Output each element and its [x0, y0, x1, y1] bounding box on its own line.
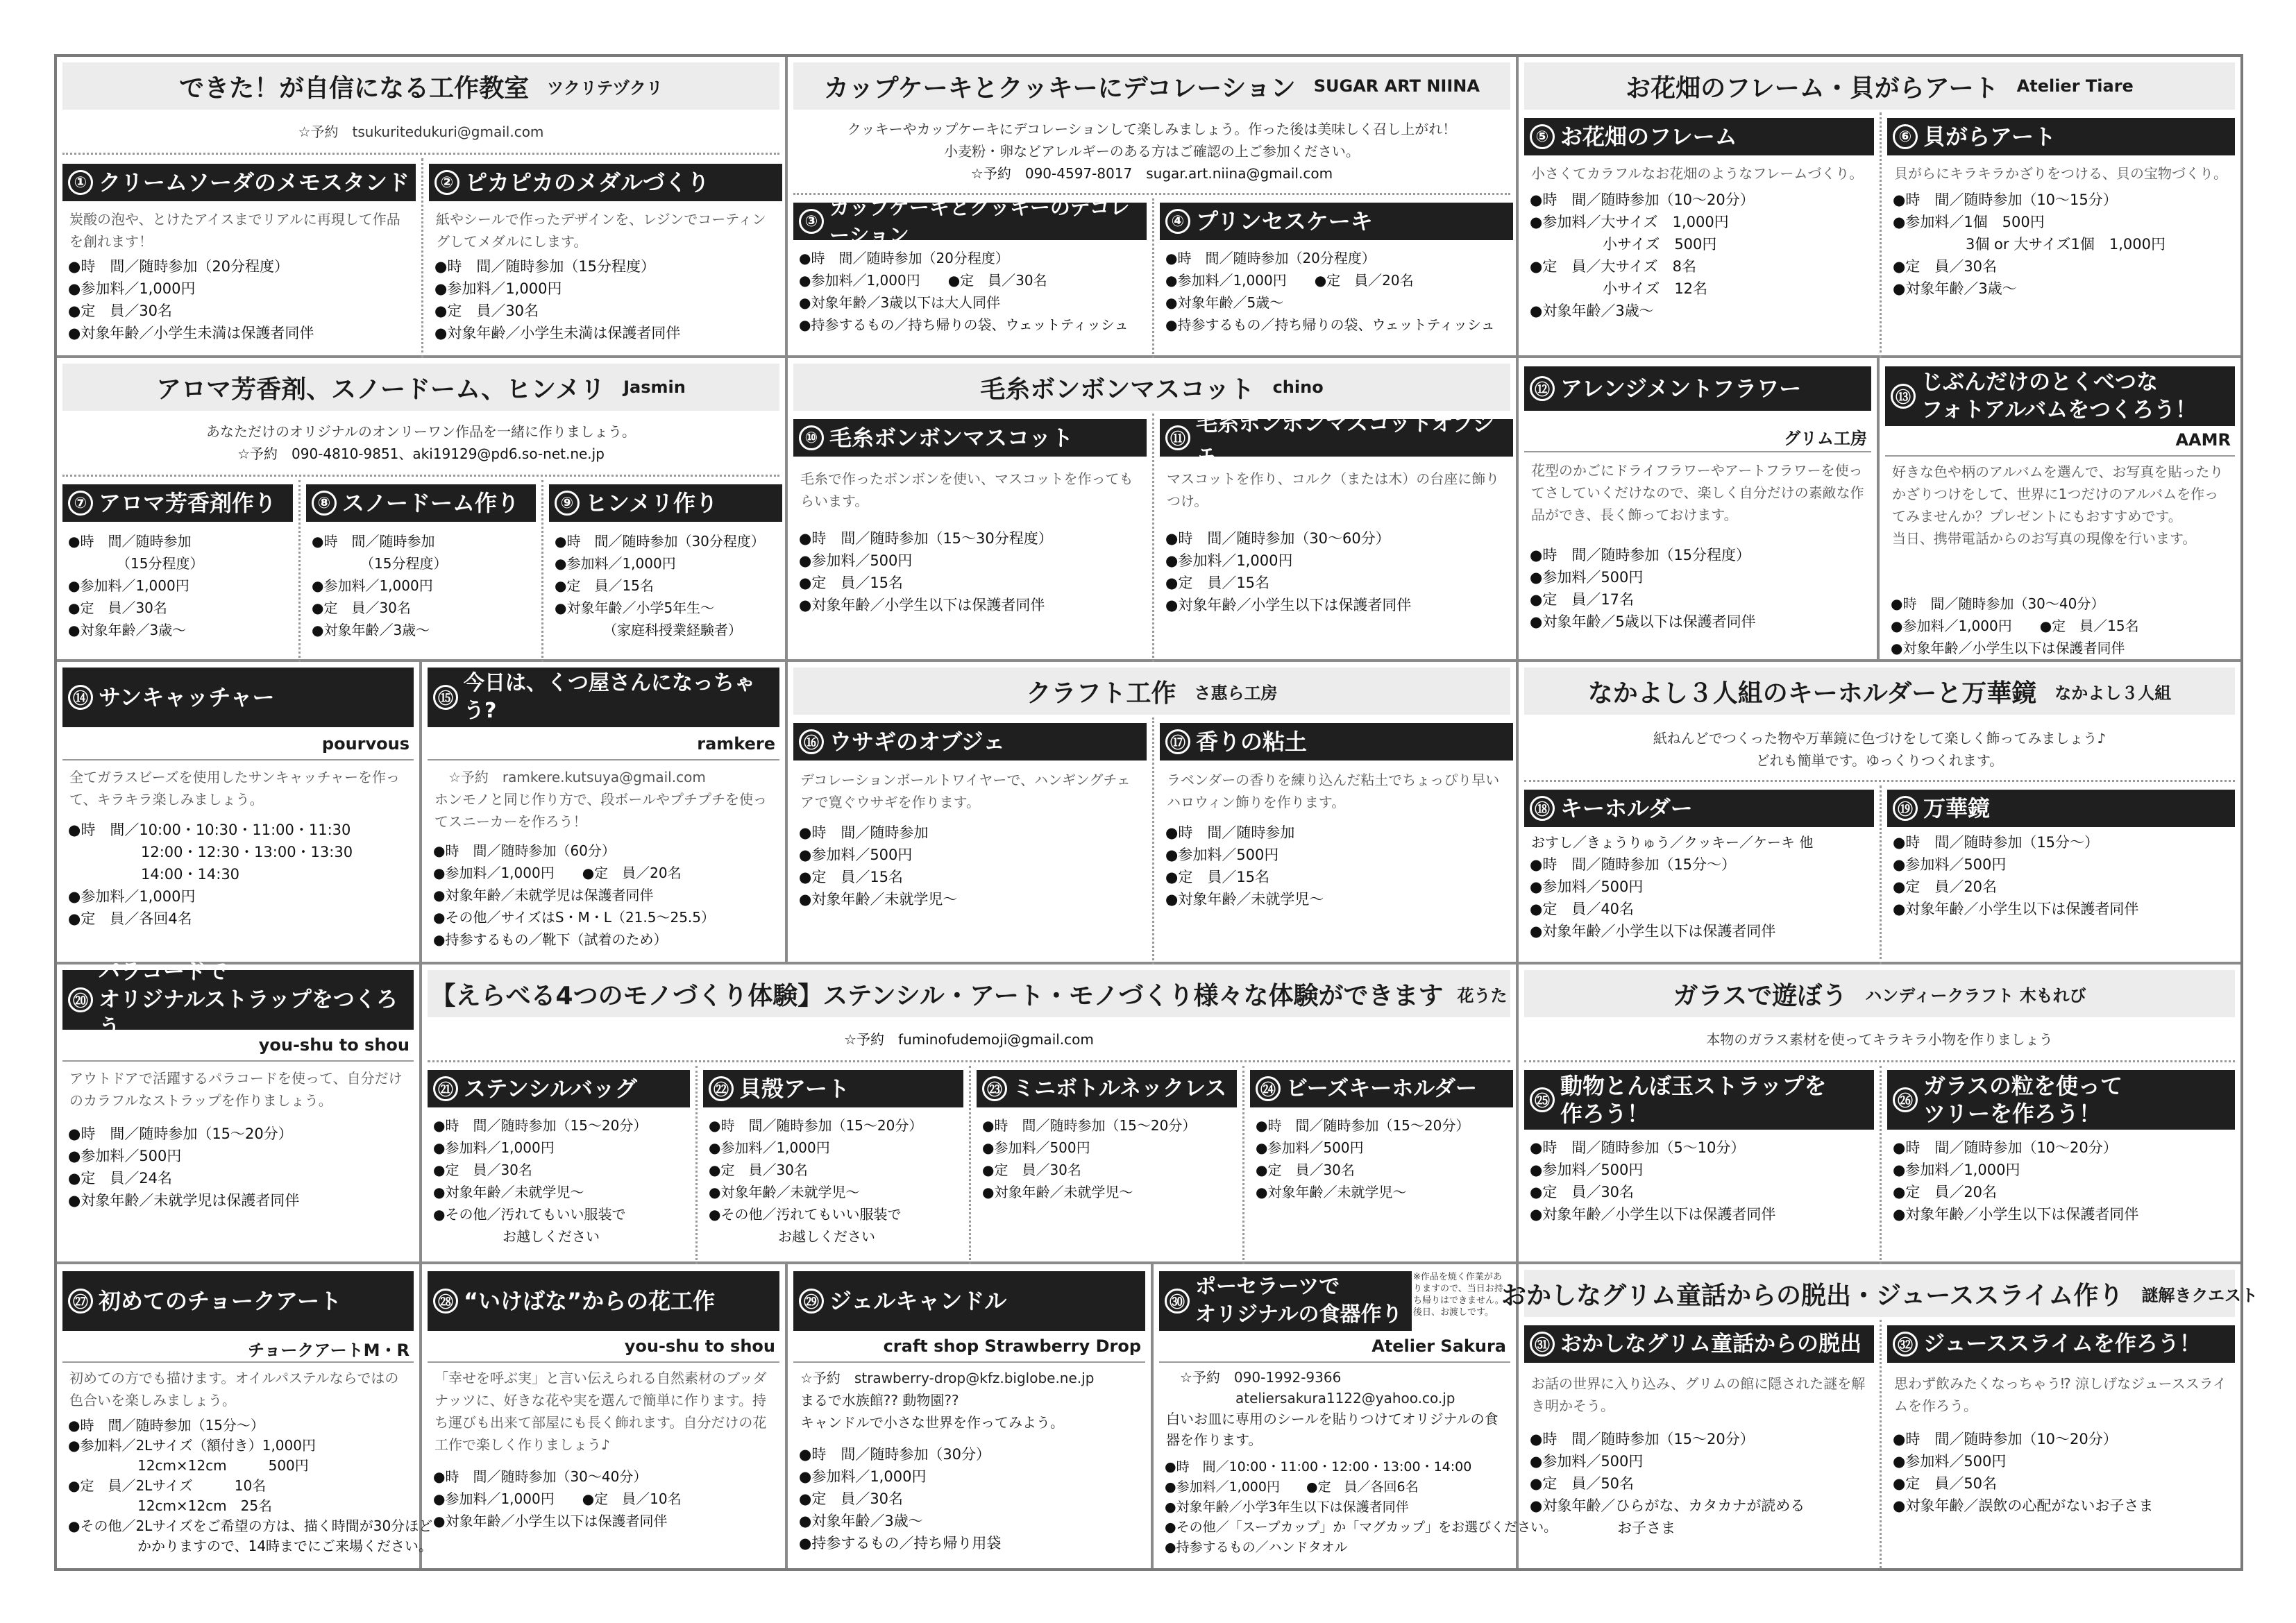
workshop-details: ●時 間／10:00・11:00・12:00・13:00・14:00 ●参加料／1,000円 ●定 員／各回6名 ●対象年齢／小学3年生以下は保護者同伴 ●その他／「スープカップ」か「マグカップ」をお選びください。 ●持参するもの／ハンドタオル [1165, 1459, 1558, 1555]
event-title: なかよし３人組のキーホルダーと万華鏡 [1587, 679, 2037, 708]
event-note: 小麦粉・卵などアレルギーのある方はご確認の上ご参加ください。 [944, 143, 1360, 160]
workshop-number: ⑨ [555, 491, 580, 516]
workshop-details: ●時 間／随時参加（30〜40分） ●参加料／1,000円 ●定 員／10名 ●対象年齢／小学生以下は保護者同伴 [433, 1468, 682, 1529]
workshop-details: ●時 間／随時参加（20分程度） ●参加料／1,000円 ●定 員／30名 ●対象年齢／3歳以下は大人同伴 ●持参するもの／持ち帰りの袋、ウェットティッシュ [799, 250, 1129, 333]
event-organizer: ハンディークラフト 木もれび [1865, 985, 2086, 1005]
workshop-title-bar [1885, 366, 2235, 426]
workshop-21 [422, 1066, 695, 1264]
workshop-title: “いけばな”からの花工作 [464, 1288, 716, 1314]
workshop-description: 花型のかごにドライフラワーやアートフラワーを使ってさしていくだけなので、楽しく自分だけの素敵な作品ができ、長く飾っておけます。 [1531, 462, 1864, 523]
workshop-title-bar [1887, 1070, 2235, 1130]
divider [428, 1361, 779, 1363]
workshop-title: 毛糸ボンボンマスコット [829, 425, 1074, 451]
event-sheet [54, 54, 2258, 1571]
workshop-details: ●時 間／随時参加（15分程度） ●参加料／1,000円 ●定 員／30名 ●対象年齢／小学生未満は保護者同伴 [434, 258, 681, 341]
workshop-number: ③ [799, 209, 824, 234]
event-organizer: 謎解きクエスト [2141, 1285, 2258, 1305]
workshop-title: 貝殻アート [739, 1076, 850, 1102]
workshop-23 [969, 1066, 1242, 1264]
workshop-details: ●時 間／随時参加（10〜20分） ●参加料／大サイズ 1,000円 小サイズ 500円 ●定 員／大サイズ 8名 小サイズ 12名 ●対象年齢／3歳〜 [1530, 192, 1755, 319]
workshop-number: ㉚ [1165, 1289, 1190, 1314]
workshop-title: ビーズキーホルダー [1286, 1076, 1477, 1101]
workshop-18 [1519, 785, 1880, 965]
event-organizer: なかよし３人組 [2054, 683, 2172, 703]
workshop-title-bar [549, 484, 782, 522]
event-header [62, 364, 779, 411]
reservation-contact: ☆予約 090-4597-8017 sugar.art.niina@gmail.com [970, 165, 1333, 182]
event-block-5 [788, 358, 1519, 662]
workshop-title-bar [1887, 118, 2235, 155]
event-header [1524, 62, 2235, 110]
workshop-description: 炭酸の泡や、とけたアイスまでリアルに再現して作品を創れます！ [69, 211, 400, 250]
workshop-details: ●時 間／随時参加（30〜40分） ●参加料／1,000円 ●定 員／15名 ●対象年齢／小学生以下は保護者同伴 [1891, 595, 2139, 656]
workshop-title: おかしなグリム童話からの脱出 [1560, 1332, 1862, 1357]
workshop-description: 毛糸で作ったボンボンを使い、マスコットを作ってもらいます。 [800, 470, 1133, 509]
event-title: アロマ芳香剤、スノードーム、ヒンメリ [156, 375, 606, 404]
event-block-7 [1519, 662, 2240, 965]
workshop-description: ☆予約 ramkere.kutsuya@gmail.com ホンモノと同じ作り方で、段ボールやプチプチを使ってスニーカーを作ろう！ [434, 769, 767, 830]
workshop-16 [788, 717, 1152, 965]
workshop-title: ポーセラーツで オリジナルの食器作り [1195, 1275, 1403, 1327]
workshop-details: ●時 間／随時参加 （15分程度） ●参加料／1,000円 ●定 員／30名 ●対象年齢／3歳〜 [312, 533, 448, 638]
workshop-title-bar [1159, 1271, 1412, 1331]
workshop-title: アレンジメントフラワー [1560, 375, 1802, 402]
workshop-title-bar [428, 1070, 690, 1107]
workshop-title-bar [793, 1271, 1145, 1331]
workshop-10 [788, 414, 1152, 662]
workshop-title-bar [1160, 411, 1513, 464]
event-block-27 [57, 1264, 433, 1568]
event-note: どれも簡単です。ゆっくりつくれます。 [1755, 752, 2004, 769]
workshop-number: ⑳ [68, 987, 93, 1012]
workshop-number: ⑧ [312, 491, 337, 516]
workshop-25 [1519, 1066, 1880, 1264]
workshop-details: ●時 間／随時参加（15〜20分） ●参加料／500円 ●定 員／30名 ●対象年齢／未就学児〜 [1256, 1117, 1470, 1200]
event-organizer: you-shu to shou [624, 1336, 775, 1356]
workshop-number: ⑤ [1530, 124, 1555, 149]
workshop-title-bar [62, 484, 293, 522]
event-note: 紙ねんどでつくった物や万華鏡に色づけをして楽しく飾ってみましょう♪ [1653, 730, 2107, 747]
divider [1524, 1060, 2235, 1062]
workshop-description: 全てガラスビーズを使用したサンキャッチャーを作って、キラキラ楽しみましょう。 [69, 769, 400, 808]
workshop-description: お話の世界に入り込み、グリムの館に隠された謎を解き明かそう。 [1531, 1375, 1866, 1414]
event-header [1524, 668, 2235, 715]
workshop-title-bar [62, 164, 416, 201]
event-organizer: AAMR [2175, 430, 2231, 450]
workshop-title-bar [428, 668, 779, 727]
workshop-8 [298, 480, 541, 662]
workshop-details: ●時 間／随時参加（15〜20分） ●参加料／500円 ●定 員／50名 ●対象年齢／ひらがな、カタカナが読める お子さま [1530, 1431, 1805, 1536]
workshop-title: ステンシルバッグ [464, 1076, 637, 1102]
reservation-contact: ☆予約 tsukuritedukuri@gmail.com [298, 124, 544, 140]
divider [1885, 455, 2235, 457]
event-organizer: 花うた [1457, 985, 1508, 1005]
workshop-description: ☆予約 090-1992-9366 ateliersakura1122@yahoo.co.jp 白いお皿に専用のシールを貼りつけてオリジナルの食器を作ります。 [1166, 1369, 1499, 1448]
workshop-title: 万華鏡 [1923, 795, 1991, 822]
event-block-29 [788, 1264, 1154, 1568]
reservation-contact: ☆予約 090-4810-9851、aki19129@pd6.so-net.ne.jp [237, 445, 605, 462]
event-block-13 [1880, 358, 2240, 662]
event-note: あなただけのオリジナルのオンリーワン作品を一緒に作りましょう。 [206, 423, 636, 440]
event-block-3 [1519, 57, 2240, 358]
workshop-details: ●時 間／随時参加（15分程度） ●参加料／500円 ●定 員／17名 ●対象年齢／5歳以下は保護者同伴 [1530, 547, 1756, 630]
workshop-title: ミニボトルネックレス [1013, 1076, 1227, 1101]
workshop-details: ●時 間／随時参加（30〜60分） ●参加料／1,000円 ●定 員／15名 ●対象年齢／小学生以下は保護者同伴 [1165, 530, 1412, 613]
workshop-title-bar [1524, 118, 1874, 155]
event-header [793, 364, 1510, 411]
workshop-3 [788, 198, 1152, 358]
workshop-number: ⑱ [1530, 796, 1555, 821]
event-organizer: Atelier Tiare [2016, 76, 2134, 96]
divider [62, 1060, 414, 1062]
workshop-details: ●時 間／随時参加 ●参加料／500円 ●定 員／15名 ●対象年齢／未就学児〜 [799, 824, 958, 908]
workshop-description: おすし／きょうりゅう／クッキー／ケーキ 他 [1531, 834, 1814, 851]
workshop-title: パラコードで オリジナルストラップをつくろう [99, 960, 398, 1040]
divider [62, 1361, 414, 1363]
workshop-title-bar [793, 723, 1147, 760]
event-title: 【えらべる4つのモノづくり体験】ステンシル・アート・モノづくり様々な体験ができます [430, 981, 1444, 1010]
workshop-title: ガラスの粒を使って ツリーを作ろう！ [1923, 1073, 2123, 1127]
workshop-number: ⑲ [1893, 796, 1918, 821]
workshop-title: アロマ芳香剤作り [99, 490, 277, 516]
workshop-number: ⑰ [1165, 729, 1190, 754]
workshop-22 [695, 1066, 969, 1264]
workshop-number: ⑬ [1891, 384, 1916, 409]
workshop-number: ⑩ [799, 425, 824, 450]
event-title: 毛糸ボンボンマスコット [980, 375, 1255, 404]
workshop-title: ヒンメリ作り [585, 490, 718, 516]
event-block-15 [422, 662, 788, 965]
event-organizer: さ惠ら工房 [1194, 683, 1278, 703]
workshop-details: ●時 間／随時参加（15〜20分） ●参加料／500円 ●定 員／24名 ●対象年齢／未就学児は保護者同伴 [68, 1125, 300, 1209]
workshop-description: 「幸せを呼ぶ実」と言い伝えられる自然素材のブッダナッツに、好きな花や実を選んで簡単に作ります。持ち運びも出来て部屋にも長く飾れます。自分だけの花工作で楽しく作りましょう♪ [434, 1370, 767, 1453]
workshop-title-bar [1524, 790, 1874, 827]
event-header [793, 668, 1510, 715]
event-title: ガラスで遊ぼう [1673, 981, 1848, 1010]
workshop-number: ② [434, 170, 459, 195]
workshop-title: 香りの粘土 [1196, 729, 1308, 755]
workshop-number: ㉛ [1530, 1332, 1555, 1357]
event-header [62, 62, 779, 110]
workshop-details: ●時 間／随時参加（20分程度） ●参加料／1,000円 ●定 員／20名 ●対象年齢／5歳〜 ●持参するもの／持ち帰りの袋、ウェットティッシュ [1165, 250, 1495, 333]
event-title: おかしなグリム童話からの脱出・ジューススライム作り [1501, 1281, 2124, 1310]
workshop-title-bar [703, 1070, 963, 1107]
workshop-number: ㉓ [982, 1076, 1007, 1101]
event-organizer: Jasmin [623, 377, 686, 397]
workshop-5 [1519, 112, 1880, 358]
workshop-title: 毛糸ボンボンマスコットオブジェ [1196, 411, 1495, 464]
workshop-title: ジェルキャンドル [829, 1288, 1007, 1314]
workshop-title-bar [1160, 723, 1513, 760]
workshop-title-bar [62, 668, 414, 727]
event-note: クッキーやカップケーキにデコレーションして楽しみましょう。作った後は美味しく召し上がれ！ [847, 121, 1457, 137]
workshop-details: ●時 間／随時参加（15分〜） ●参加料／500円 ●定 員／40名 ●対象年齢／小学生以下は保護者同伴 [1530, 856, 1776, 940]
workshop-19 [1880, 785, 2240, 965]
workshop-title: ピカピカのメダルづくり [465, 169, 710, 196]
event-block-20 [57, 960, 422, 1264]
workshop-details: ●時 間／随時参加（15〜20分） ●参加料／1,000円 ●定 員／30名 ●対象年齢／未就学児〜 ●その他／汚れてもいい服装で お越しください [709, 1117, 923, 1245]
workshop-title-bar [1160, 203, 1513, 240]
workshop-number: ⑭ [68, 685, 93, 710]
workshop-11 [1152, 411, 1519, 662]
workshop-description: 好きな色や柄のアルバムを選んで、お写真を貼ったりかざりつけをして、世界に1つだけのアルバムを作ってみませんか？プレゼントにもおすすめです。 当日、携帯電話からのお写真の現像を行います。 [1892, 464, 2224, 547]
workshop-title: じぶんだけのとくべつな フォトアルバムをつくろう！ [1921, 370, 2197, 423]
event-header [428, 970, 1510, 1017]
workshop-details: ●時 間／随時参加（15〜20分） ●参加料／500円 ●定 員／30名 ●対象年齢／未就学児〜 [982, 1117, 1197, 1200]
workshop-details: ●時 間／随時参加 （15分程度） ●参加料／1,000円 ●定 員／30名 ●対象年齢／3歳〜 [68, 533, 204, 638]
workshop-details: ●時 間／随時参加（15〜30分程度） ●参加料／500円 ●定 員／15名 ●対象年齢／小学生以下は保護者同伴 [799, 530, 1053, 613]
workshop-number: ㉙ [799, 1289, 824, 1314]
workshop-title-bar [1887, 1325, 2235, 1363]
event-header [1501, 1270, 2258, 1317]
divider [1524, 451, 1871, 452]
event-organizer: you-shu to shou [258, 1035, 410, 1055]
workshop-title-bar [977, 1070, 1237, 1107]
workshop-title-bar [1250, 1070, 1513, 1107]
divider [1159, 1361, 1510, 1363]
reservation-contact: ☆予約 fuminofudemoji@gmail.com [844, 1031, 1094, 1048]
event-organizer: chino [1272, 377, 1324, 397]
event-header [793, 62, 1510, 110]
workshop-title-bar [1524, 1325, 1874, 1363]
event-organizer: チョークアートM・R [248, 1341, 410, 1360]
event-organizer: Atelier Sakura [1371, 1336, 1506, 1356]
event-block-1 [57, 57, 788, 358]
workshop-details: ●時 間／随時参加（10〜20分） ●参加料／500円 ●定 員／50名 ●対象年齢／誤飲の心配がないお子さま [1893, 1431, 2154, 1514]
event-block-2 [788, 57, 1519, 358]
divider [793, 1361, 1145, 1363]
event-block-9 [1519, 965, 2240, 1264]
workshop-description: 紙やシールで作ったデザインを、レジンでコーティングしてメダルにします。 [436, 211, 766, 250]
workshop-description: 小さくてカラフルなお花畑のようなフレームづくり。 [1531, 165, 1864, 182]
divider [1524, 780, 2235, 782]
workshop-title: スノードーム作り [342, 490, 520, 516]
workshop-details: ●時 間／随時参加（30分） ●参加料／1,000円 ●定 員／30名 ●対象年齢／3歳〜 ●持参するもの／持ち帰り用袋 [799, 1446, 1002, 1552]
workshop-details: ●時 間／随時参加（10〜20分） ●参加料／1,000円 ●定 員／20名 ●対象年齢／小学生以下は保護者同伴 [1893, 1139, 2139, 1223]
event-organizer: グリム工房 [1784, 429, 1867, 448]
workshop-description: ラベンダーの香りを練り込んだ粘土でちょっぴり早いハロウィン飾りを作ります。 [1167, 772, 1500, 810]
workshop-number: ⑫ [1530, 376, 1555, 401]
workshop-description: 貝がらにキラキラかざりをつける、貝の宝物づくり。 [1894, 165, 2227, 182]
event-block-14 [57, 662, 422, 965]
event-block-10 [1501, 1264, 2258, 1568]
workshop-title: 今日は、くつ屋さんになっちゃう? [464, 671, 755, 723]
workshop-title-bar [1887, 790, 2235, 827]
workshop-title-bar [62, 960, 414, 1040]
workshop-title-bar [306, 484, 536, 522]
workshop-number: ㉔ [1256, 1076, 1281, 1101]
event-header [1524, 970, 2235, 1017]
workshop-title: プリンセスケーキ [1196, 208, 1373, 235]
workshop-17 [1152, 717, 1519, 965]
divider [428, 1060, 1510, 1062]
production-note: ※作品を焼く作業がありますので、当日お持ち帰りはできません。後日、お渡しです。 [1413, 1272, 1504, 1318]
workshop-details: ●時 間／10:00・10:30・11:00・11:30 12:00・12:30・13:00・13:30 14:00・14:30 ●参加料／1,000円 ●定 員／各回4名 [68, 822, 353, 927]
workshop-details: ●時 間／随時参加（5〜10分） ●参加料／500円 ●定 員／30名 ●対象年齢／小学生以下は保護者同伴 [1530, 1139, 1776, 1223]
workshop-title: クリームソーダのメモスタンド [99, 169, 410, 196]
workshop-description: 初めての方でも描けます。オイルパステルならではの色合いを楽しみましょう。 [69, 1370, 399, 1409]
workshop-number: ⑮ [433, 685, 458, 710]
workshop-description: ☆予約 strawberry-drop@kfz.biglobe.ne.jp まるで水族館?? 動物園?? キャンドルで小さな世界を作ってみよう。 [800, 1370, 1095, 1431]
workshop-title-bar [793, 196, 1147, 247]
event-organizer: pourvous [321, 734, 410, 754]
workshop-description: アウトドアで活躍するパラコードを使って、自分だけのカラフルなストラップを作りましょう。 [69, 1070, 403, 1109]
event-block-28 [422, 1264, 788, 1568]
workshop-description: デコレーションボールトワイヤーで、ハンギングチェアで寛ぐウサギを作ります。 [800, 772, 1131, 810]
workshop-title-bar [429, 164, 782, 201]
workshop-number: ⑯ [799, 729, 824, 754]
event-organizer: SUGAR ART NIINA [1313, 76, 1480, 96]
workshop-number: ① [68, 170, 93, 195]
event-title: お花畑のフレーム・貝がらアート [1626, 74, 1999, 103]
workshop-32 [1880, 1320, 2240, 1568]
workshop-1 [57, 158, 421, 358]
event-organizer: ramkere [697, 734, 775, 754]
workshop-details: ●時 間／随時参加（30分程度） ●参加料／1,000円 ●定 員／15名 ●対象年齢／小学5年生〜 （家庭科授業経験者） [555, 533, 765, 638]
workshop-number: ㉜ [1893, 1332, 1918, 1357]
workshop-number: ㉖ [1893, 1087, 1918, 1112]
workshop-24 [1242, 1066, 1519, 1264]
event-note: 本物のガラス素材を使ってキラキラ小物を作りましょう [1706, 1031, 2053, 1048]
workshop-title: サンキャッチャー [99, 684, 275, 711]
workshop-title: 貝がらアート [1923, 124, 2057, 150]
event-title: できた！が自信になる工作教室 [179, 74, 530, 103]
workshop-title-bar [1524, 1070, 1874, 1130]
event-block-6 [788, 662, 1519, 965]
workshop-26 [1880, 1066, 2240, 1264]
workshop-number: ④ [1165, 209, 1190, 234]
workshop-description: 思わず飲みたくなっちゃう⁉ 涼しげなジューススライムを作ろう。 [1894, 1375, 2227, 1414]
workshop-4 [1152, 198, 1519, 358]
workshop-title: カップケーキとクッキーのデコレーション [829, 196, 1130, 247]
workshop-number: ㉑ [433, 1076, 458, 1101]
event-block-8 [422, 965, 1519, 1264]
workshop-title: ジューススライムを作ろう！ [1923, 1332, 2201, 1357]
workshop-description: マスコットを作り、コルク（または木）の台座に飾りつけ。 [1167, 470, 1500, 509]
workshop-details: ●時 間／随時参加 ●参加料／500円 ●定 員／15名 ●対象年齢／未就学児〜 [1165, 824, 1324, 908]
event-title: カップケーキとクッキーにデコレーション [824, 74, 1296, 103]
workshop-title: 動物とんぼ玉ストラップを 作ろう！ [1560, 1073, 1827, 1127]
workshop-details: ●時 間／随時参加（15分〜） ●参加料／500円 ●定 員／20名 ●対象年齢／小学生以下は保護者同伴 [1893, 834, 2139, 917]
workshop-title-bar [62, 1271, 414, 1331]
workshop-6 [1880, 112, 2240, 358]
workshop-number: ㉘ [433, 1289, 458, 1314]
event-block-12 [1519, 358, 1880, 662]
workshop-title-bar [1524, 366, 1871, 411]
workshop-7 [57, 480, 298, 662]
workshop-title-bar [428, 1271, 779, 1331]
event-organizer: ツクリテヅクリ [547, 78, 663, 98]
workshop-2 [421, 158, 788, 358]
workshop-details: ●時 間／随時参加（10〜15分） ●参加料／1個 500円 3個 or 大サイズ1個 1,000円 ●定 員／30名 ●対象年齢／3歳〜 [1893, 192, 2166, 297]
workshop-details: ●時 間／随時参加（15〜20分） ●参加料／1,000円 ●定 員／30名 ●対象年齢／未就学児〜 ●その他／汚れてもいい服装で お越しください [433, 1117, 648, 1245]
workshop-details: ●時 間／随時参加（20分程度） ●参加料／1,000円 ●定 員／30名 ●対象年齢／小学生未満は保護者同伴 [68, 258, 314, 341]
workshop-details: ●時 間／随時参加（15分〜） ●参加料／2Lサイズ（額付き）1,000円 12cm×12cm 500円 ●定 員／2Lサイズ 10名 12cm×12cm 25名 ●その他／2Lサイズをご希望の方は、描く時間が30分ほど かかりますので、14時までにご来場ください。 [68, 1417, 433, 1554]
workshop-number: ⑥ [1893, 124, 1918, 149]
workshop-title-bar [793, 419, 1147, 457]
workshop-31 [1519, 1320, 1880, 1568]
workshop-title: ウサギのオブジェ [829, 729, 1006, 755]
divider [62, 153, 779, 155]
workshop-number: ㉒ [709, 1076, 734, 1101]
divider [62, 759, 414, 760]
event-title: クラフト工作 [1026, 679, 1176, 708]
event-block-4 [57, 358, 788, 662]
divider [62, 475, 779, 477]
event-organizer: craft shop Strawberry Drop [883, 1336, 1141, 1356]
workshop-title: 初めてのチョークアート [99, 1288, 342, 1314]
workshop-title: キーホルダー [1560, 795, 1693, 822]
workshop-title: お花畑のフレーム [1560, 124, 1737, 150]
workshop-number: ㉗ [68, 1289, 93, 1314]
workshop-number: ⑪ [1165, 425, 1190, 450]
workshop-number: ㉕ [1530, 1087, 1555, 1112]
workshop-number: ⑦ [68, 491, 93, 516]
workshop-9 [541, 480, 788, 662]
divider [428, 759, 779, 760]
workshop-details: ●時 間／随時参加（60分） ●参加料／1,000円 ●定 員／20名 ●対象年齢／未就学児は保護者同伴 ●その他／サイズはS・M・L（21.5〜25.5） ●持参するもの／靴下（試着のため） [433, 842, 716, 948]
